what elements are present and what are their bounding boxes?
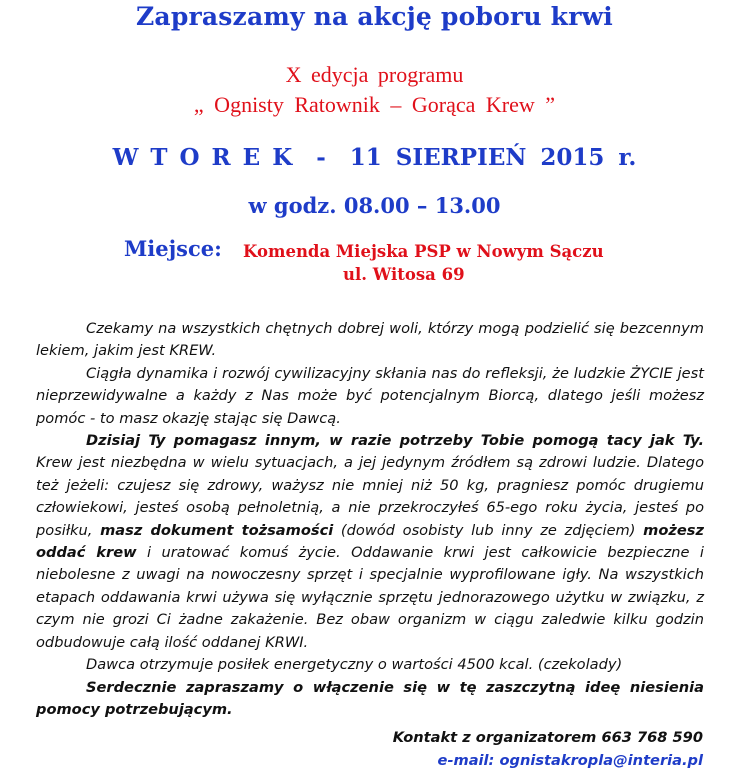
paragraph-requirements	[36, 430, 704, 654]
place-street: ul. Witosa 69	[343, 265, 465, 284]
bold-slogan: Dzisiaj Ty pomagasz innym, w razie potrzeby Tobie pomogą tacy jak Ty.	[86, 432, 704, 450]
paragraph-closing	[36, 677, 704, 722]
paragraph-invitation: Czekamy na wszystkich chętnych dobrej woli, którzy mogą podzielić się bezcennym lekiem, jakim jest KREW.	[36, 320, 704, 360]
bold-id-document: masz dokument tożsamości	[100, 521, 334, 539]
contact-email-line	[438, 752, 703, 769]
event-date	[0, 144, 749, 171]
page-title: Zapraszamy na akcję poboru krwi	[135, 2, 613, 31]
date-separator: -	[316, 144, 326, 171]
event-hours: w godz. 08.00 – 13.00	[248, 193, 501, 218]
requirements-text-a: Krew jest niezbędna w wielu sytuacjach, a jej jedynym źródłem są zdrowi ludzie. Dlatego też jeżeli: czujesz się zdrowy, ważysz nie mniej niż 50 kg, pragniesz pomóc drugiemu człowiekowi, jesteś osobą pełnoletnią, a nie przekroczyłeś 65-ego roku życia, jesteś po posiłku,	[36, 454, 704, 539]
contact-phone: Kontakt z organizatorem 663 768 590	[392, 729, 703, 746]
event-day: WTOREK	[112, 144, 305, 171]
email-address[interactable]: ognistakropla@interia.pl	[499, 752, 703, 769]
paragraph-reflection: Ciągła dynamika i rozwój cywilizacyjny skłania nas do refleksji, że ludzkie ŻYCIE jest nieprzewidywalne a każdy z Nas może być potencjalnym Biorcą, dlatego jeśli możesz pomóc - to masz okazję stając się Dawcą.	[36, 364, 704, 427]
bold-can-donate: możesz oddać krew	[36, 521, 704, 562]
invitation-body	[36, 318, 704, 721]
edition-line: X edycja programu	[285, 62, 464, 87]
paragraph-meal: Dawca otrzymuje posiłek energetyczny o wartości 4500 kcal. (czekolady)	[86, 656, 623, 674]
place-label: Miejsce:	[124, 236, 222, 261]
requirements-text-b: (dowód osobisty lub inny ze zdjęciem)	[333, 521, 644, 539]
event-date-value: 11 SIERPIEŃ 2015 r.	[349, 144, 637, 171]
bold-closing: Serdecznie zapraszamy o włączenie się w tę zaszczytną ideę niesienia pomocy potrzebującym.	[36, 678, 704, 718]
program-name: „ Ognisty Ratownik – Gorąca Krew ”	[193, 92, 556, 117]
place-name: Komenda Miejska PSP w Nowym Sączu	[243, 242, 604, 261]
requirements-text-c: i uratować komuś życie. Oddawanie krwi jest całkowicie bezpieczne i niebolesne z uwagi na nowoczesny sprzęt i specjalnie wyprofilowane igły. Na wszystkich etapach oddawania krwi używa się wyłącznie sprzętu jednorazowego użytku w związku, z czym nie grozi Ci żadne zakażenie. Bez obaw organizm w ciągu zaledwie kilku godzin odbudowuje całą ilość oddanej KRWI.	[36, 544, 704, 651]
email-label: e-mail:	[437, 752, 500, 769]
